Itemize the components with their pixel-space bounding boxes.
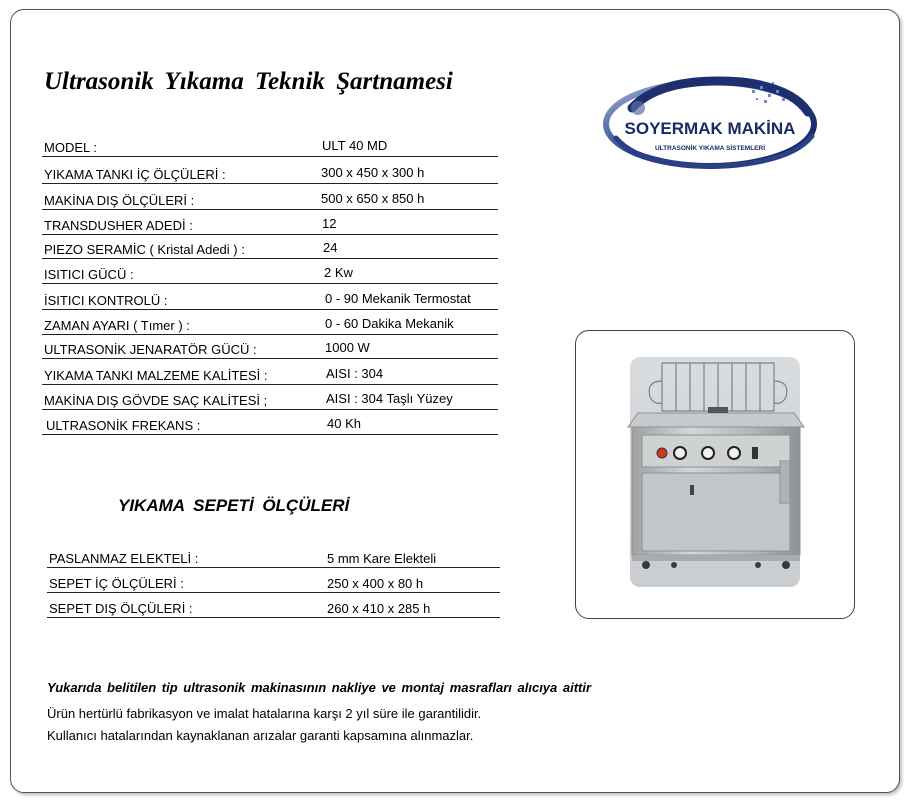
- basket-value: 260 x 410 x 285 h: [327, 601, 431, 616]
- basket-section-title: YIKAMA SEPETİ ÖLÇÜLERİ: [118, 496, 350, 515]
- spec-label: MAKİNA DIŞ GÖVDE SAÇ KALİTESİ ;: [44, 393, 268, 408]
- spec-value: 40 Kh: [327, 416, 361, 431]
- spec-row: [42, 287, 498, 310]
- spec-value: 0 - 60 Dakika Mekanik: [325, 316, 454, 331]
- basket-label: SEPET DIŞ ÖLÇÜLERİ :: [49, 601, 193, 616]
- spec-label: PIEZO SERAMİC ( Kristal Adedi ) :: [44, 242, 245, 257]
- spec-label: YIKAMA TANKI MALZEME KALİTESİ :: [44, 368, 268, 383]
- spec-label: ULTRASONİK FREKANS :: [46, 418, 201, 433]
- spec-value: 0 - 90 Mekanik Termostat: [325, 291, 471, 306]
- basket-row: [47, 545, 500, 568]
- page-title: Ultrasonik Yıkama Teknik Şartnamesi: [44, 68, 453, 95]
- warranty-note: Ürün hertürlü fabrikasyon ve imalat hatalarına karşı 2 yıl süre ile garantilidir.: [47, 706, 482, 721]
- spec-row: [42, 187, 498, 210]
- spec-value: ULT 40 MD: [322, 138, 388, 153]
- spec-row: [42, 336, 498, 359]
- shipping-note: Yukarıda belitilen tip ultrasonik makinasının nakliye ve montaj masrafları alıcıya aittir: [47, 680, 592, 695]
- basket-label: PASLANMAZ ELEKTELİ :: [49, 551, 199, 566]
- spec-label: MAKİNA DIŞ ÖLÇÜLERİ :: [44, 193, 195, 208]
- spec-row: [42, 312, 498, 335]
- spec-value: 24: [323, 240, 338, 255]
- spec-row: [42, 412, 498, 435]
- spec-value: 500 x 650 x 850 h: [321, 191, 425, 206]
- spec-label: ISITICI GÜCÜ :: [44, 267, 134, 282]
- basket-row: [47, 570, 500, 593]
- spec-label: MODEL :: [44, 140, 97, 155]
- basket-label: SEPET İÇ ÖLÇÜLERİ :: [49, 576, 184, 591]
- spec-label: YIKAMA TANKI İÇ ÖLÇÜLERİ :: [44, 167, 226, 182]
- logo-brand-text: SOYERMAK MAKİNA: [624, 119, 796, 138]
- spec-value: AISI : 304 Taşlı Yüzey: [326, 391, 453, 406]
- spec-value: 2 Kw: [324, 265, 353, 280]
- spec-row: [42, 261, 498, 284]
- spec-value: AISI : 304: [326, 366, 384, 381]
- company-logo: [602, 68, 824, 174]
- machine-photo-frame: [575, 330, 855, 619]
- spec-value: 12: [322, 216, 337, 231]
- spec-row: [42, 212, 498, 235]
- spec-row: [42, 362, 498, 385]
- spec-row: [42, 134, 498, 157]
- machine-photo: [576, 331, 854, 618]
- basket-value: 250 x 400 x 80 h: [327, 576, 424, 591]
- spec-row: [42, 387, 498, 410]
- spec-label: TRANSDUSHER ADEDİ :: [44, 218, 193, 233]
- warranty-exclusion-note: Kullanıcı hatalarından kaynaklanan arızalar garanti kapsamına alınmazlar.: [47, 728, 474, 743]
- spec-label: ULTRASONİK JENARATÖR GÜCÜ :: [44, 342, 257, 357]
- spec-label: ZAMAN AYARI ( Tımer ) :: [44, 318, 190, 333]
- logo-globe-icon: [602, 68, 824, 174]
- logo-tagline-text: ULTRASONİK YIKAMA SİSTEMLERİ: [654, 145, 766, 152]
- basket-row: [47, 595, 500, 618]
- basket-value: 5 mm Kare Elekteli: [327, 551, 437, 566]
- spec-value: 300 x 450 x 300 h: [321, 165, 425, 180]
- spec-row: [42, 161, 498, 184]
- spec-row: [42, 236, 498, 259]
- spec-label: İSITICI KONTROLÜ :: [44, 293, 168, 308]
- spec-value: 1000 W: [325, 340, 370, 355]
